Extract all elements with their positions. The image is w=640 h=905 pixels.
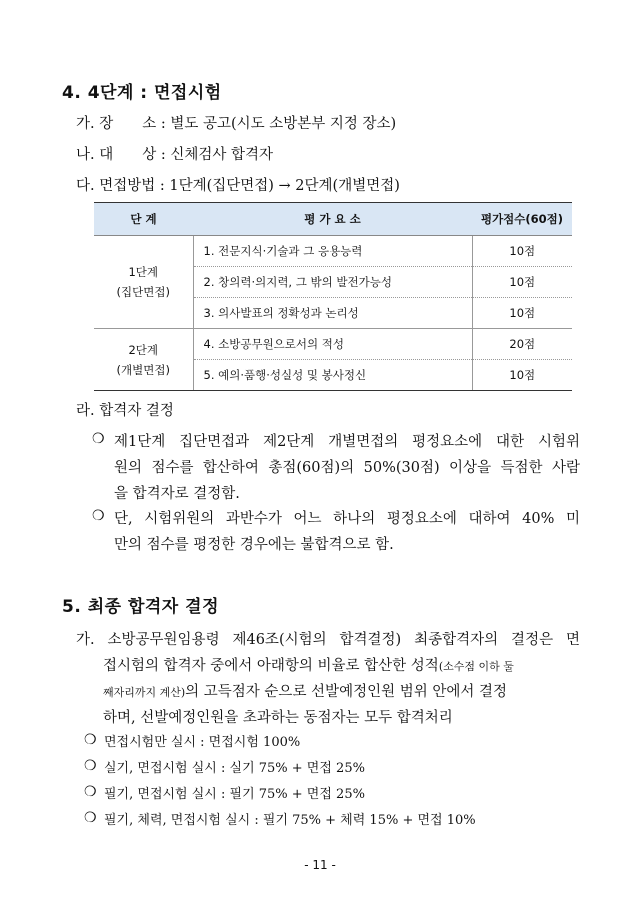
header-items: 평 가 요 소 (193, 203, 472, 236)
rule-1-line-3: 을 합격자로 결정함. (114, 486, 240, 502)
ratio-item: 필기, 면접시험 실시 : 필기 75% + 면접 25% (104, 787, 365, 802)
item-cell: 2. 창의력·의지력, 그 밖의 발전가능성 (193, 267, 472, 298)
ratio-item: 실기, 면접시험 실시 : 실기 75% + 면접 25% (104, 761, 365, 776)
venue-line: 가. 장 소 : 별도 공고(시도 소방본부 지정 장소) (76, 116, 397, 132)
target-line: 나. 대 상 : 신체검사 합격자 (76, 147, 273, 163)
score-cell: 10점 (472, 298, 572, 329)
pass-decision-line: 라. 합격자 결정 (76, 403, 174, 419)
ratio-item: 필기, 체력, 면접시험 실시 : 필기 75% + 체력 15% + 면접 10% (104, 813, 476, 828)
final-rule-line-3a: 째자리까지 계산) (103, 686, 186, 699)
bullet-icon: ❍ (84, 758, 97, 774)
header-stage: 단 계 (94, 203, 193, 236)
page-number: - 11 - (304, 858, 336, 872)
final-rule-line-3 (103, 680, 507, 701)
bullet-icon: ❍ (84, 784, 97, 800)
item-cell: 4. 소방공무원으로서의 적성 (193, 329, 472, 360)
final-rule-line-2 (103, 654, 514, 675)
section-5-title: 5. 최종 합격자 결정 (62, 597, 219, 617)
score-cell: 20점 (472, 329, 572, 360)
method-line: 다. 면접방법 : 1단계(집단면접) → 2단계(개별면접) (76, 178, 400, 194)
table-row (94, 329, 572, 360)
score-cell: 10점 (472, 360, 572, 391)
stage-2-sub: (개별면접) (116, 362, 170, 377)
bullet-icon: ❍ (92, 508, 105, 524)
table-row (94, 236, 572, 267)
stage-1-label: 1단계 (128, 265, 159, 279)
item-cell: 5. 예의·품행·성실성 및 봉사정신 (193, 360, 472, 391)
evaluation-table (94, 202, 572, 391)
stage-2-label: 2단계 (128, 342, 159, 357)
final-rule-line-4: 하며, 선발예정인원을 초과하는 동점자는 모두 합격처리 (103, 710, 453, 726)
bullet-icon: ❍ (84, 810, 97, 826)
final-rule-line-3b: 의 고득점자 순으로 선발예정인원 범위 안에서 결정 (185, 684, 507, 700)
item-cell: 3. 의사발표의 정확성과 논리성 (193, 298, 472, 329)
bullet-icon: ❍ (92, 431, 105, 447)
section-4-title: 4. 4단계 : 면접시험 (62, 83, 222, 103)
rule-2-line-2: 만의 점수를 평정한 경우에는 불합격으로 함. (114, 537, 394, 553)
stage-1-cell (94, 236, 193, 329)
final-rule-line-2a: 접시험의 합격자 중에서 아래항의 비율로 합산한 성적 (103, 658, 439, 674)
score-cell: 10점 (472, 267, 572, 298)
rule-1-line-2: 원의 점수를 합산하여 총점(60점)의 50%(30점) 이상을 득점한 사람 (114, 460, 580, 476)
score-cell: 10점 (472, 236, 572, 267)
final-rule-line-1: 가. 소방공무원임용령 제46조(시험의 합격결정) 최종합격자의 결정은 면 (76, 632, 580, 648)
bullet-icon: ❍ (84, 732, 97, 748)
header-score: 평가점수(60점) (472, 203, 572, 236)
final-rule-line-2b: (소수점 이하 둘 (438, 660, 514, 673)
rule-1-line-1: 제1단계 집단면접과 제2단계 개별면접의 평정요소에 대한 시험위 (114, 434, 580, 450)
stage-2-cell (94, 329, 193, 391)
rule-2-line-1: 단, 시험위원의 과반수가 어느 하나의 평정요소에 대하여 40% 미 (114, 511, 580, 527)
table-header-row (94, 203, 572, 236)
item-cell: 1. 전문지식·기술과 그 응용능력 (193, 236, 472, 267)
ratio-item: 면접시험만 실시 : 면접시험 100% (104, 735, 301, 750)
stage-1-sub: (집단면접) (116, 285, 170, 299)
